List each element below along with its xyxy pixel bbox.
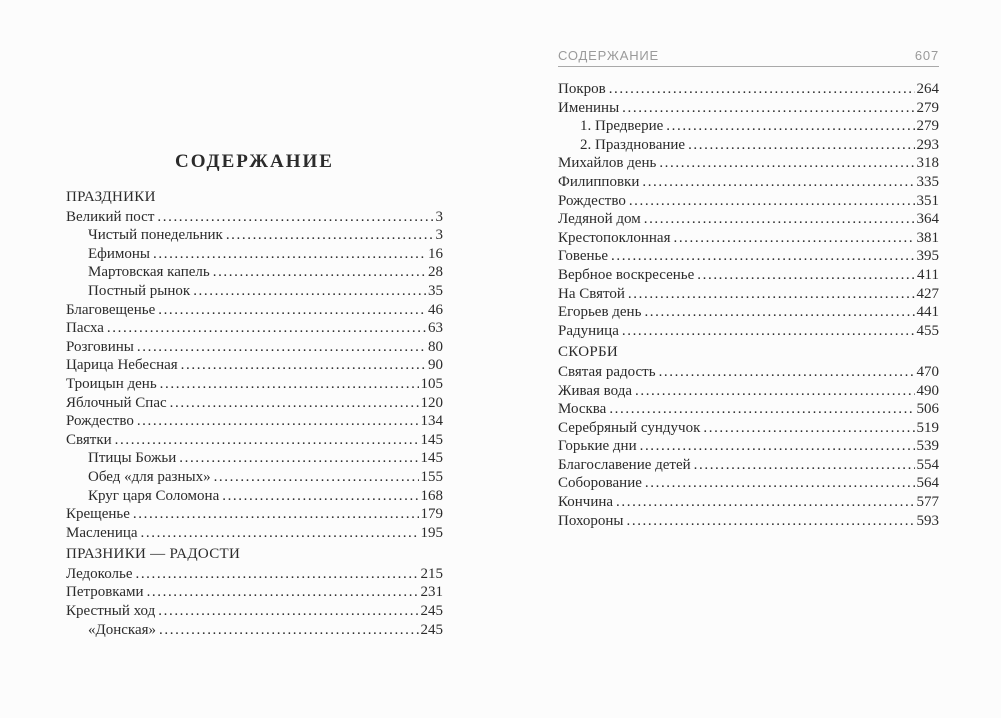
toc-entry-page-number: 90	[428, 357, 443, 374]
toc-entry-page-number: 490	[916, 382, 939, 399]
dot-leader	[611, 247, 914, 266]
toc-entry-page-number: 335	[916, 173, 939, 190]
toc-entry[interactable]	[66, 301, 443, 320]
toc-entry-page-number: 80	[428, 338, 443, 355]
toc-entry-label: Святая радость	[558, 363, 656, 380]
toc-entry-page-number: 215	[420, 565, 443, 582]
left-toc-list	[66, 188, 443, 639]
toc-entry-page-number: 155	[420, 468, 443, 485]
dot-leader	[635, 382, 915, 401]
toc-entry-page-number: 411	[917, 266, 939, 283]
toc-entry-label: Соборование	[558, 475, 642, 492]
toc-entry-page-number: 279	[916, 99, 939, 116]
toc-entry-label: Крещенье	[66, 506, 130, 523]
toc-entry-page-number: 539	[916, 438, 939, 455]
toc-entry-page-number: 16	[428, 245, 443, 262]
dot-leader	[629, 192, 915, 211]
dot-leader	[170, 394, 419, 413]
toc-entry-page-number: 35	[428, 282, 443, 299]
dot-leader	[158, 602, 418, 621]
toc-entry-label: Филипповки	[558, 173, 640, 190]
toc-entry-label: Благовещенье	[66, 301, 156, 318]
toc-entry-label: 1. Предверие	[580, 118, 664, 135]
dot-leader	[147, 583, 419, 602]
dot-leader	[137, 338, 426, 357]
toc-entry-label: Именины	[558, 99, 620, 116]
toc-entry-label: Крестный ход	[66, 603, 156, 620]
toc-entry[interactable]	[66, 338, 443, 357]
toc-entry-page-number: 195	[420, 524, 443, 541]
dot-leader	[157, 208, 433, 227]
dot-leader	[628, 285, 915, 304]
dot-leader	[214, 468, 419, 487]
toc-section-heading: ПРАЗНИКИ — РАДОСТИ	[66, 546, 241, 563]
toc-entry-label: Кончина	[558, 494, 614, 511]
toc-entry-label: «Донская»	[88, 621, 157, 638]
toc-entry[interactable]	[66, 394, 443, 413]
toc-entry-label: Постный рынок	[88, 282, 191, 299]
toc-entry[interactable]	[66, 431, 443, 450]
running-header	[558, 48, 939, 67]
toc-entry-label: Серебряный сундучок	[558, 419, 701, 436]
toc-entry[interactable]	[66, 524, 443, 543]
toc-entry[interactable]	[558, 285, 939, 304]
toc-entry-page-number: 245	[420, 603, 443, 620]
toc-entry[interactable]	[558, 80, 939, 99]
toc-entry[interactable]	[66, 319, 443, 338]
toc-entry-label: Крестопоклонная	[558, 229, 671, 246]
toc-entry-page-number: 564	[916, 475, 939, 492]
toc-entry-page-number: 381	[916, 229, 939, 246]
toc-entry-page-number: 231	[420, 584, 443, 601]
toc-entry[interactable]	[66, 621, 443, 640]
toc-title: СОДЕРЖАНИЕ	[175, 151, 334, 172]
toc-entry-page-number: 3	[435, 208, 443, 225]
toc-entry-label: Птицы Божьи	[88, 450, 177, 467]
toc-entry[interactable]	[558, 419, 939, 438]
dot-leader	[659, 363, 915, 382]
dot-leader	[640, 437, 915, 456]
toc-entry[interactable]	[66, 226, 443, 245]
dot-leader	[226, 226, 434, 245]
toc-entry[interactable]	[558, 173, 939, 192]
dot-leader	[622, 99, 914, 118]
toc-entry-page-number: 318	[916, 155, 939, 172]
toc-entry[interactable]	[558, 247, 939, 266]
toc-entry-label: Ледоколье	[66, 565, 133, 582]
toc-entry-page-number: 46	[428, 301, 443, 318]
toc-entry[interactable]	[558, 512, 939, 531]
toc-entry[interactable]	[558, 474, 939, 493]
dot-leader	[115, 431, 419, 450]
toc-entry-label: Говенье	[558, 248, 609, 265]
toc-entry[interactable]	[66, 263, 443, 282]
toc-entry-label: Покров	[558, 81, 606, 97]
dot-leader	[644, 210, 915, 229]
toc-entry-page-number: 168	[420, 487, 443, 504]
toc-entry[interactable]	[66, 449, 443, 468]
dot-leader	[622, 322, 915, 341]
toc-entry[interactable]	[558, 456, 939, 475]
toc-entry-label: Вербное воскресенье	[558, 266, 695, 283]
toc-entry-label: Чистый понедельник	[88, 227, 223, 244]
toc-entry-label: Розговины	[66, 338, 134, 355]
toc-entry-label: Царица Небесная	[66, 357, 178, 374]
toc-entry[interactable]	[558, 136, 939, 155]
toc-entry-page-number: 554	[916, 456, 939, 473]
toc-entry-label: Святки	[66, 431, 112, 448]
toc-entry-label: Горькие дни	[558, 438, 637, 455]
dot-leader	[688, 136, 914, 155]
toc-section-heading: ПРАЗДНИКИ	[66, 189, 156, 205]
toc-entry[interactable]	[66, 245, 443, 264]
dot-leader	[133, 505, 419, 524]
dot-leader	[697, 266, 915, 285]
dot-leader	[159, 621, 418, 640]
dot-leader	[694, 456, 915, 475]
toc-entry-page-number: 134	[420, 413, 443, 430]
toc-entry-page-number: 577	[916, 494, 939, 511]
toc-entry-page-number: 279	[916, 118, 939, 135]
toc-entry-label: Масленица	[66, 524, 138, 541]
left-page	[66, 151, 443, 639]
toc-entry-label: Яблочный Спас	[66, 394, 167, 411]
toc-entry[interactable]	[66, 487, 443, 506]
dot-leader	[179, 449, 418, 468]
toc-entry[interactable]	[66, 282, 443, 301]
toc-entry-page-number: 364	[916, 211, 939, 228]
toc-entry-label: Радуница	[558, 322, 619, 339]
dot-leader	[659, 154, 914, 173]
toc-entry[interactable]	[66, 412, 443, 431]
toc-entry[interactable]	[66, 583, 443, 602]
dot-leader	[141, 524, 419, 543]
dot-leader	[222, 487, 418, 506]
toc-section-heading: СКОРБИ	[558, 344, 619, 361]
toc-entry-page-number: 506	[916, 401, 939, 418]
toc-entry-page-number: 293	[916, 136, 939, 153]
toc-entry[interactable]	[558, 99, 939, 118]
dot-leader	[158, 301, 426, 320]
running-header-title: СОДЕРЖАНИЕ	[558, 48, 660, 63]
toc-entry-label: Рождество	[558, 192, 626, 209]
dot-leader	[135, 565, 418, 584]
dot-leader	[137, 412, 419, 431]
toc-entry[interactable]	[558, 229, 939, 248]
toc-entry-page-number: 105	[420, 375, 443, 392]
toc-entry[interactable]	[66, 565, 443, 584]
toc-entry-label: Рождество	[66, 413, 134, 430]
dot-leader	[616, 493, 914, 512]
toc-entry[interactable]	[558, 117, 939, 136]
toc-entry[interactable]	[558, 322, 939, 341]
right-page	[558, 48, 939, 530]
toc-entry-page-number: 455	[916, 322, 939, 339]
toc-entry-label: Пасха	[66, 320, 104, 337]
toc-entry[interactable]	[66, 602, 443, 621]
dot-leader	[609, 80, 915, 99]
toc-entry-page-number: 3	[435, 227, 443, 244]
toc-entry-page-number: 120	[420, 394, 443, 411]
dot-leader	[193, 282, 426, 301]
toc-entry-page-number: 351	[916, 192, 939, 209]
dot-leader	[666, 117, 914, 136]
toc-entry-label: Ефимоны	[88, 245, 151, 262]
toc-entry-page-number: 179	[420, 506, 443, 523]
toc-entry-page-number: 145	[420, 450, 443, 467]
toc-entry-page-number: 63	[428, 320, 443, 337]
toc-entry-page-number: 519	[916, 419, 939, 436]
toc-entry-label: Круг царя Соломона	[88, 487, 220, 504]
toc-entry-label: Мартовская капель	[88, 264, 210, 281]
toc-entry[interactable]	[558, 303, 939, 322]
dot-leader	[627, 512, 915, 531]
toc-entry-label: Обед «для разных»	[88, 468, 211, 485]
toc-entry[interactable]	[66, 468, 443, 487]
toc-entry-label: Троицын день	[66, 375, 157, 392]
toc-entry[interactable]	[66, 505, 443, 524]
toc-entry[interactable]	[558, 154, 939, 173]
toc-entry-label: Петровками	[66, 584, 144, 601]
toc-entry-page-number: 427	[916, 285, 939, 302]
toc-entry-page-number: 441	[916, 304, 939, 321]
toc-entry-label: Ледяной дом	[558, 211, 641, 228]
running-header-page-number: 607	[914, 48, 939, 63]
toc-entry-page-number: 264	[916, 81, 939, 97]
toc-entry-label: Великий пост	[66, 208, 155, 225]
toc-entry-page-number: 593	[916, 512, 939, 529]
toc-entry-page-number: 470	[916, 363, 939, 380]
toc-entry[interactable]	[558, 210, 939, 229]
toc-entry[interactable]	[66, 208, 443, 227]
toc-entry[interactable]	[558, 363, 939, 382]
toc-entry-label: Живая вода	[558, 382, 632, 399]
toc-entry[interactable]	[558, 437, 939, 456]
dot-leader	[153, 245, 426, 264]
toc-entry[interactable]	[558, 192, 939, 211]
toc-entry[interactable]	[66, 375, 443, 394]
toc-entry-page-number: 28	[428, 264, 443, 281]
toc-entry-label: Благославение детей	[558, 456, 691, 473]
dot-leader	[703, 419, 914, 438]
toc-entry-page-number: 395	[916, 248, 939, 265]
dot-leader	[645, 474, 915, 493]
dot-leader	[609, 400, 914, 419]
toc-entry-label: Похороны	[558, 512, 624, 529]
toc-entry-label: Москва	[558, 401, 607, 418]
dot-leader	[213, 263, 426, 282]
dot-leader	[181, 356, 426, 375]
toc-entry-page-number: 145	[420, 431, 443, 448]
dot-leader	[673, 229, 914, 248]
toc-entry-label: 2. Празднование	[580, 136, 686, 153]
toc-entry-page-number: 245	[420, 621, 443, 638]
toc-entry[interactable]	[558, 382, 939, 401]
toc-entry[interactable]	[558, 493, 939, 512]
dot-leader	[642, 173, 914, 192]
toc-entry-label: Михайлов день	[558, 155, 657, 172]
toc-entry[interactable]	[558, 400, 939, 419]
dot-leader	[644, 303, 914, 322]
toc-entry-label: Егорьев день	[558, 304, 642, 321]
dot-leader	[160, 375, 419, 394]
toc-entry-label: На Святой	[558, 285, 625, 302]
toc-entry[interactable]	[558, 266, 939, 285]
dot-leader	[107, 319, 426, 338]
toc-entry[interactable]	[66, 356, 443, 375]
right-toc-list	[558, 80, 939, 530]
